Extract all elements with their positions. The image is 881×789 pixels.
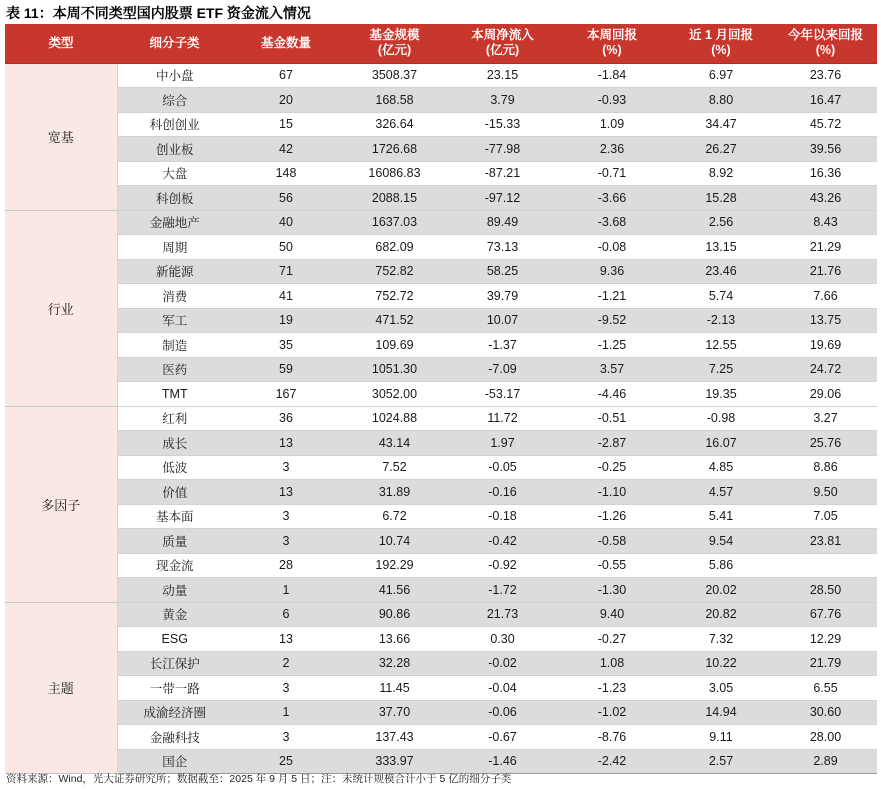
- value-cell: 9.50: [774, 480, 877, 505]
- table-body: [5, 63, 877, 774]
- value-cell: 4.85: [668, 455, 774, 480]
- value-cell: -0.51: [556, 406, 668, 431]
- table-row: [5, 749, 877, 774]
- value-cell: -0.04: [449, 676, 556, 701]
- value-cell: -1.84: [556, 63, 668, 88]
- table-row: [5, 308, 877, 333]
- value-cell: 0.30: [449, 627, 556, 652]
- value-cell: 8.80: [668, 88, 774, 113]
- value-cell: -8.76: [556, 725, 668, 750]
- column-header-text: (%): [815, 43, 836, 58]
- subcategory-cell: 新能源: [117, 259, 232, 284]
- value-cell: 43.14: [340, 431, 449, 456]
- value-cell: 34.47: [668, 112, 774, 137]
- value-cell: 9.36: [556, 259, 668, 284]
- value-cell: 7.66: [774, 284, 877, 309]
- subcategory-cell: 综合: [117, 88, 232, 113]
- value-cell: -0.25: [556, 455, 668, 480]
- subcategory-cell: 国企: [117, 749, 232, 774]
- table-title: 表 11：本周不同类型国内股票 ETF 资金流入情况: [6, 5, 311, 21]
- value-cell: 58.25: [449, 259, 556, 284]
- value-cell: 23.46: [668, 259, 774, 284]
- value-cell: -0.67: [449, 725, 556, 750]
- column-header: [232, 24, 340, 63]
- value-cell: 21.76: [774, 259, 877, 284]
- value-cell: 5.74: [668, 284, 774, 309]
- value-cell: 1: [232, 578, 340, 603]
- table-row: [5, 725, 877, 750]
- value-cell: 3052.00: [340, 382, 449, 407]
- value-cell: -0.98: [668, 406, 774, 431]
- value-cell: -77.98: [449, 137, 556, 162]
- value-cell: 13: [232, 431, 340, 456]
- value-cell: 6: [232, 602, 340, 627]
- group-label: 宽基: [5, 63, 117, 210]
- value-cell: -0.18: [449, 504, 556, 529]
- value-cell: 2.89: [774, 749, 877, 774]
- value-cell: 89.49: [449, 210, 556, 235]
- value-cell: 3.27: [774, 406, 877, 431]
- value-cell: 21.73: [449, 602, 556, 627]
- column-header-text: 细分子类: [149, 35, 200, 50]
- table-row: [5, 627, 877, 652]
- value-cell: 6.97: [668, 63, 774, 88]
- value-cell: 6.55: [774, 676, 877, 701]
- value-cell: 37.70: [340, 700, 449, 725]
- value-cell: 15: [232, 112, 340, 137]
- value-cell: -0.06: [449, 700, 556, 725]
- table-row: [5, 406, 877, 431]
- value-cell: -0.27: [556, 627, 668, 652]
- value-cell: -1.02: [556, 700, 668, 725]
- value-cell: 23.81: [774, 529, 877, 554]
- value-cell: 2088.15: [340, 186, 449, 211]
- subcategory-cell: 低波: [117, 455, 232, 480]
- subcategory-cell: 长江保护: [117, 651, 232, 676]
- column-header-text: (亿元): [485, 43, 520, 58]
- value-cell: 45.72: [774, 112, 877, 137]
- subcategory-cell: 消费: [117, 284, 232, 309]
- column-header-text: 今年以来回报: [787, 28, 863, 43]
- value-cell: 9.11: [668, 725, 774, 750]
- table-row: [5, 333, 877, 358]
- value-cell: 16.47: [774, 88, 877, 113]
- table-row: [5, 235, 877, 260]
- column-header-text: 本周净流入: [471, 28, 534, 43]
- value-cell: -97.12: [449, 186, 556, 211]
- subcategory-cell: 现金流: [117, 553, 232, 578]
- value-cell: 752.72: [340, 284, 449, 309]
- value-cell: 8.43: [774, 210, 877, 235]
- value-cell: 3.79: [449, 88, 556, 113]
- value-cell: 3: [232, 676, 340, 701]
- value-cell: -1.46: [449, 749, 556, 774]
- value-cell: 21.79: [774, 651, 877, 676]
- value-cell: 168.58: [340, 88, 449, 113]
- value-cell: 13: [232, 480, 340, 505]
- value-cell: 41: [232, 284, 340, 309]
- subcategory-cell: 金融科技: [117, 725, 232, 750]
- column-header-text: (亿元): [377, 43, 412, 58]
- subcategory-cell: 周期: [117, 235, 232, 260]
- value-cell: 3: [232, 725, 340, 750]
- value-cell: -3.66: [556, 186, 668, 211]
- table-row: [5, 357, 877, 382]
- value-cell: 2.56: [668, 210, 774, 235]
- value-cell: 148: [232, 161, 340, 186]
- value-cell: -4.46: [556, 382, 668, 407]
- value-cell: -1.10: [556, 480, 668, 505]
- table-row: [5, 676, 877, 701]
- value-cell: 59: [232, 357, 340, 382]
- value-cell: -1.21: [556, 284, 668, 309]
- table-row: [5, 455, 877, 480]
- value-cell: 2.57: [668, 749, 774, 774]
- column-header: [556, 24, 668, 63]
- value-cell: 13: [232, 627, 340, 652]
- table-row: [5, 137, 877, 162]
- table-row: [5, 529, 877, 554]
- subcategory-cell: 成渝经济圈: [117, 700, 232, 725]
- value-cell: 137.43: [340, 725, 449, 750]
- subcategory-cell: 一带一路: [117, 676, 232, 701]
- value-cell: 36: [232, 406, 340, 431]
- value-cell: 30.60: [774, 700, 877, 725]
- value-cell: 13.75: [774, 308, 877, 333]
- value-cell: 71: [232, 259, 340, 284]
- value-cell: -15.33: [449, 112, 556, 137]
- table-row: [5, 578, 877, 603]
- value-cell: 5.86: [668, 553, 774, 578]
- value-cell: -0.08: [556, 235, 668, 260]
- group-label: 主题: [5, 602, 117, 774]
- value-cell: 1024.88: [340, 406, 449, 431]
- column-header-text: 基金数量: [260, 35, 311, 50]
- subcategory-cell: 中小盘: [117, 63, 232, 88]
- group-label: 多因子: [5, 406, 117, 602]
- value-cell: 682.09: [340, 235, 449, 260]
- value-cell: 35: [232, 333, 340, 358]
- subcategory-cell: 基本面: [117, 504, 232, 529]
- value-cell: [774, 553, 877, 578]
- value-cell: 2: [232, 651, 340, 676]
- table-row: [5, 259, 877, 284]
- value-cell: 4.57: [668, 480, 774, 505]
- value-cell: 7.32: [668, 627, 774, 652]
- value-cell: 67: [232, 63, 340, 88]
- value-cell: 28: [232, 553, 340, 578]
- value-cell: -1.72: [449, 578, 556, 603]
- value-cell: -87.21: [449, 161, 556, 186]
- value-cell: 23.76: [774, 63, 877, 88]
- value-cell: 471.52: [340, 308, 449, 333]
- header-row: [5, 24, 877, 63]
- value-cell: 3: [232, 529, 340, 554]
- value-cell: 3508.37: [340, 63, 449, 88]
- value-cell: 32.28: [340, 651, 449, 676]
- subcategory-cell: 制造: [117, 333, 232, 358]
- value-cell: 41.56: [340, 578, 449, 603]
- value-cell: -1.23: [556, 676, 668, 701]
- value-cell: 1: [232, 700, 340, 725]
- subcategory-cell: 质量: [117, 529, 232, 554]
- value-cell: -1.37: [449, 333, 556, 358]
- column-header-text: (%): [711, 43, 731, 58]
- column-header: [449, 24, 556, 63]
- subcategory-cell: 大盘: [117, 161, 232, 186]
- value-cell: 8.92: [668, 161, 774, 186]
- column-header-text: 本周回报: [586, 28, 637, 43]
- value-cell: 39.79: [449, 284, 556, 309]
- value-cell: -2.13: [668, 308, 774, 333]
- value-cell: 333.97: [340, 749, 449, 774]
- table-row: [5, 161, 877, 186]
- value-cell: -0.55: [556, 553, 668, 578]
- value-cell: 3: [232, 455, 340, 480]
- value-cell: 1.09: [556, 112, 668, 137]
- column-header-text: 近 1 月回报: [689, 28, 753, 43]
- value-cell: 40: [232, 210, 340, 235]
- value-cell: 11.45: [340, 676, 449, 701]
- value-cell: -1.26: [556, 504, 668, 529]
- value-cell: 10.07: [449, 308, 556, 333]
- column-header: [117, 24, 232, 63]
- value-cell: 6.72: [340, 504, 449, 529]
- subcategory-cell: 科创创业: [117, 112, 232, 137]
- value-cell: 56: [232, 186, 340, 211]
- value-cell: 7.05: [774, 504, 877, 529]
- table-row: [5, 382, 877, 407]
- value-cell: 20.02: [668, 578, 774, 603]
- value-cell: 42: [232, 137, 340, 162]
- value-cell: 14.94: [668, 700, 774, 725]
- value-cell: 13.66: [340, 627, 449, 652]
- value-cell: 25: [232, 749, 340, 774]
- value-cell: -53.17: [449, 382, 556, 407]
- value-cell: -0.92: [449, 553, 556, 578]
- table-row: [5, 651, 877, 676]
- value-cell: 3: [232, 504, 340, 529]
- subcategory-cell: 金融地产: [117, 210, 232, 235]
- value-cell: 31.89: [340, 480, 449, 505]
- value-cell: 16086.83: [340, 161, 449, 186]
- column-header: [774, 24, 877, 63]
- source-note: 资料来源：Wind，光大证券研究所；数据截至：2025 年 9 月 5 日；注：未统计规模合计小于 5 亿的细分子类: [6, 773, 512, 785]
- value-cell: 12.29: [774, 627, 877, 652]
- value-cell: 109.69: [340, 333, 449, 358]
- value-cell: 20.82: [668, 602, 774, 627]
- value-cell: 50: [232, 235, 340, 260]
- subcategory-cell: 价值: [117, 480, 232, 505]
- value-cell: 192.29: [340, 553, 449, 578]
- column-header-text: (%): [602, 43, 622, 58]
- value-cell: 3.05: [668, 676, 774, 701]
- value-cell: -0.42: [449, 529, 556, 554]
- value-cell: 9.40: [556, 602, 668, 627]
- value-cell: -0.02: [449, 651, 556, 676]
- table-row: [5, 602, 877, 627]
- value-cell: 28.00: [774, 725, 877, 750]
- column-header: [668, 24, 774, 63]
- table-row: [5, 284, 877, 309]
- table-row: [5, 210, 877, 235]
- subcategory-cell: 创业板: [117, 137, 232, 162]
- subcategory-cell: 黄金: [117, 602, 232, 627]
- value-cell: 19.69: [774, 333, 877, 358]
- value-cell: 5.41: [668, 504, 774, 529]
- subcategory-cell: 医药: [117, 357, 232, 382]
- value-cell: 19: [232, 308, 340, 333]
- subcategory-cell: 红利: [117, 406, 232, 431]
- value-cell: 10.22: [668, 651, 774, 676]
- value-cell: -0.71: [556, 161, 668, 186]
- value-cell: 21.29: [774, 235, 877, 260]
- value-cell: -1.25: [556, 333, 668, 358]
- value-cell: -2.42: [556, 749, 668, 774]
- subcategory-cell: 成长: [117, 431, 232, 456]
- column-header: [5, 24, 117, 63]
- subcategory-cell: ESG: [117, 627, 232, 652]
- value-cell: 29.06: [774, 382, 877, 407]
- value-cell: 8.86: [774, 455, 877, 480]
- value-cell: 67.76: [774, 602, 877, 627]
- value-cell: -3.68: [556, 210, 668, 235]
- value-cell: 11.72: [449, 406, 556, 431]
- value-cell: -7.09: [449, 357, 556, 382]
- value-cell: 326.64: [340, 112, 449, 137]
- column-header: [340, 24, 449, 63]
- value-cell: 7.52: [340, 455, 449, 480]
- group-label: 行业: [5, 210, 117, 406]
- value-cell: 752.82: [340, 259, 449, 284]
- table-row: [5, 112, 877, 137]
- column-header-text: 基金规模: [369, 28, 420, 43]
- subcategory-cell: 军工: [117, 308, 232, 333]
- value-cell: 28.50: [774, 578, 877, 603]
- value-cell: 19.35: [668, 382, 774, 407]
- value-cell: 1726.68: [340, 137, 449, 162]
- table-row: [5, 431, 877, 456]
- value-cell: 25.76: [774, 431, 877, 456]
- value-cell: 16.07: [668, 431, 774, 456]
- value-cell: 15.28: [668, 186, 774, 211]
- value-cell: 167: [232, 382, 340, 407]
- value-cell: -1.30: [556, 578, 668, 603]
- subcategory-cell: TMT: [117, 382, 232, 407]
- value-cell: 2.36: [556, 137, 668, 162]
- value-cell: -0.16: [449, 480, 556, 505]
- value-cell: -0.58: [556, 529, 668, 554]
- value-cell: 7.25: [668, 357, 774, 382]
- value-cell: 3.57: [556, 357, 668, 382]
- table-row: [5, 553, 877, 578]
- table-row: [5, 504, 877, 529]
- value-cell: 10.74: [340, 529, 449, 554]
- value-cell: 39.56: [774, 137, 877, 162]
- etf-flow-table: [5, 24, 877, 774]
- value-cell: 24.72: [774, 357, 877, 382]
- value-cell: 1.08: [556, 651, 668, 676]
- value-cell: 9.54: [668, 529, 774, 554]
- value-cell: -0.05: [449, 455, 556, 480]
- table-row: [5, 88, 877, 113]
- subcategory-cell: 动量: [117, 578, 232, 603]
- value-cell: 26.27: [668, 137, 774, 162]
- table-row: [5, 186, 877, 211]
- value-cell: 1051.30: [340, 357, 449, 382]
- table-row: [5, 700, 877, 725]
- value-cell: -2.87: [556, 431, 668, 456]
- value-cell: -0.93: [556, 88, 668, 113]
- subcategory-cell: 科创板: [117, 186, 232, 211]
- table-row: [5, 480, 877, 505]
- value-cell: 90.86: [340, 602, 449, 627]
- value-cell: -9.52: [556, 308, 668, 333]
- value-cell: 16.36: [774, 161, 877, 186]
- value-cell: 13.15: [668, 235, 774, 260]
- value-cell: 1.97: [449, 431, 556, 456]
- table-row: [5, 63, 877, 88]
- value-cell: 20: [232, 88, 340, 113]
- value-cell: 12.55: [668, 333, 774, 358]
- column-header-text: 类型: [48, 35, 74, 50]
- value-cell: 43.26: [774, 186, 877, 211]
- value-cell: 23.15: [449, 63, 556, 88]
- value-cell: 1637.03: [340, 210, 449, 235]
- value-cell: 73.13: [449, 235, 556, 260]
